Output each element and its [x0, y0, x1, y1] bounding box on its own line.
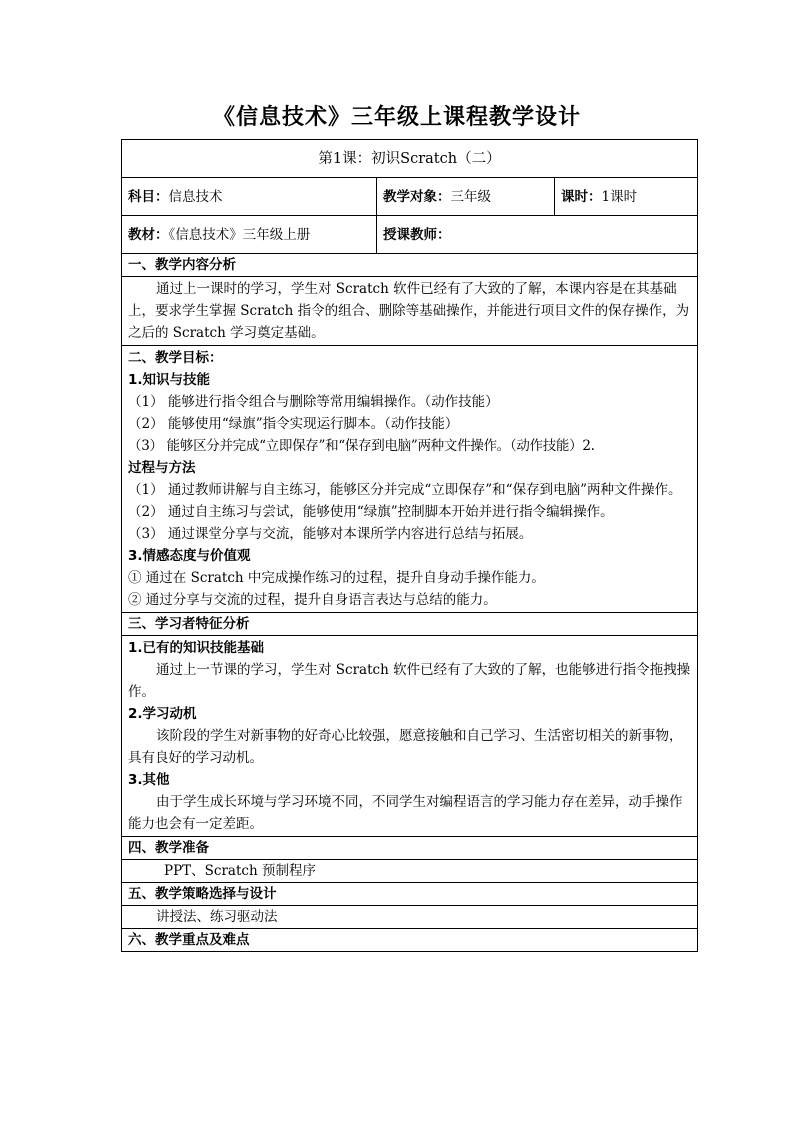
section-4-body: PPT、Scratch 预制程序 [122, 860, 698, 883]
teacher-label: 授课教师： [383, 226, 451, 243]
section-heading: 四、教学准备 [122, 837, 698, 860]
subsection-heading: 3.情感态度与价值观 [128, 548, 251, 564]
section-heading: 三、学习者特征分析 [122, 613, 698, 636]
lesson-plan-table [121, 139, 698, 952]
section-1-body-row [122, 277, 698, 346]
subsection-heading: 过程与方法 [128, 460, 196, 476]
objective-item: （3） 能够区分并完成“立即保存”和“保存到电脑”两种文件操作。（动作技能）2. [128, 438, 595, 454]
textbook-value: 《信息技术》三年级上册 [168, 226, 311, 243]
section-5-body: 讲授法、练习驱动法 [122, 906, 698, 929]
section-1-body: 通过上一课时的学习，学生对 Scratch 软件已经有了大致的了解，本课内容是在其基础上，要求学生掌握 Scratch 指令的组合、删除等基础操作，并能进行项目文件的保存操作，为之后的 Scratch 学习奠定基础。 [128, 281, 690, 341]
section-3-paragraph: 该阶段的学生对新事物的好奇心比较强，愿意接触和自己学习、生活密切相关的新事物，具有良好的学习动机。 [128, 728, 683, 766]
audience-label: 教学对象： [383, 188, 451, 205]
section-6-heading-row [122, 929, 698, 952]
audience-value: 三年级 [450, 188, 491, 205]
subsection-heading: 3.其他 [128, 772, 170, 788]
section-heading: 二、教学目标： [128, 350, 223, 366]
section-4-heading-row [122, 837, 698, 860]
section-2-row [122, 346, 698, 613]
subject-value: 信息技术 [168, 188, 223, 205]
section-3-body-row [122, 636, 698, 837]
section-heading: 五、教学策略选择与设计 [122, 883, 698, 906]
objective-item: ① 通过在 Scratch 中完成操作练习的过程，提升自身动手操作能力。 [128, 570, 545, 586]
section-1-heading-row [122, 254, 698, 277]
section-3-paragraph: 通过上一节课的学习，学生对 Scratch 软件已经有了大致的了解，也能够进行指令拖拽操作。 [128, 662, 691, 700]
objective-item: （3） 通过课堂分享与交流，能够对本课所学内容进行总结与拓展。 [128, 526, 533, 542]
objective-item: （2） 通过自主练习与尝试，能够使用“绿旗”控制脚本开始并进行指令编辑操作。 [128, 504, 614, 520]
objective-item: （2） 能够使用“绿旗”指令实现运行脚本。（动作技能） [128, 416, 459, 432]
subject-label: 科目： [128, 188, 169, 205]
section-5-heading-row [122, 883, 698, 906]
subsection-heading: 2.学习动机 [128, 706, 197, 722]
lesson-title-row [122, 140, 698, 178]
hours-value: 1课时 [601, 188, 638, 205]
subsection-heading: 1.已有的知识技能基础 [128, 640, 265, 656]
subsection-heading: 1.知识与技能 [128, 372, 211, 388]
objective-item: （1） 通过教师讲解与自主练习，能够区分并完成“立即保存”和“保存到电脑”两种文件操作。 [128, 482, 682, 498]
section-heading: 一、教学内容分析 [122, 254, 698, 277]
info-row-1 [122, 178, 698, 216]
objective-item: （1） 能够进行指令组合与删除等常用编辑操作。（动作技能） [128, 394, 499, 410]
hours-cell [555, 178, 698, 216]
info-row-2 [122, 216, 698, 254]
document-title: 《信息技术》三年级上课程教学设计 [212, 105, 581, 130]
audience-cell [377, 178, 555, 216]
subject-cell [122, 178, 377, 216]
lesson-title: 第1课：初识Scratch（二） [122, 140, 698, 178]
textbook-cell [122, 216, 377, 254]
section-3-paragraph: 由于学生成长环境与学习环境不同，不同学生对编程语言的学习能力存在差异，动手操作能力也会有一定差距。 [128, 794, 683, 832]
section-4-body-row [122, 860, 698, 883]
objective-item: ② 通过分享与交流的过程，提升自身语言表达与总结的能力。 [128, 592, 497, 608]
teacher-cell [377, 216, 698, 254]
textbook-label: 教材： [128, 226, 169, 243]
section-5-body-row [122, 906, 698, 929]
section-3-heading-row [122, 613, 698, 636]
hours-label: 课时： [561, 188, 602, 205]
section-heading: 六、教学重点及难点 [122, 929, 698, 952]
